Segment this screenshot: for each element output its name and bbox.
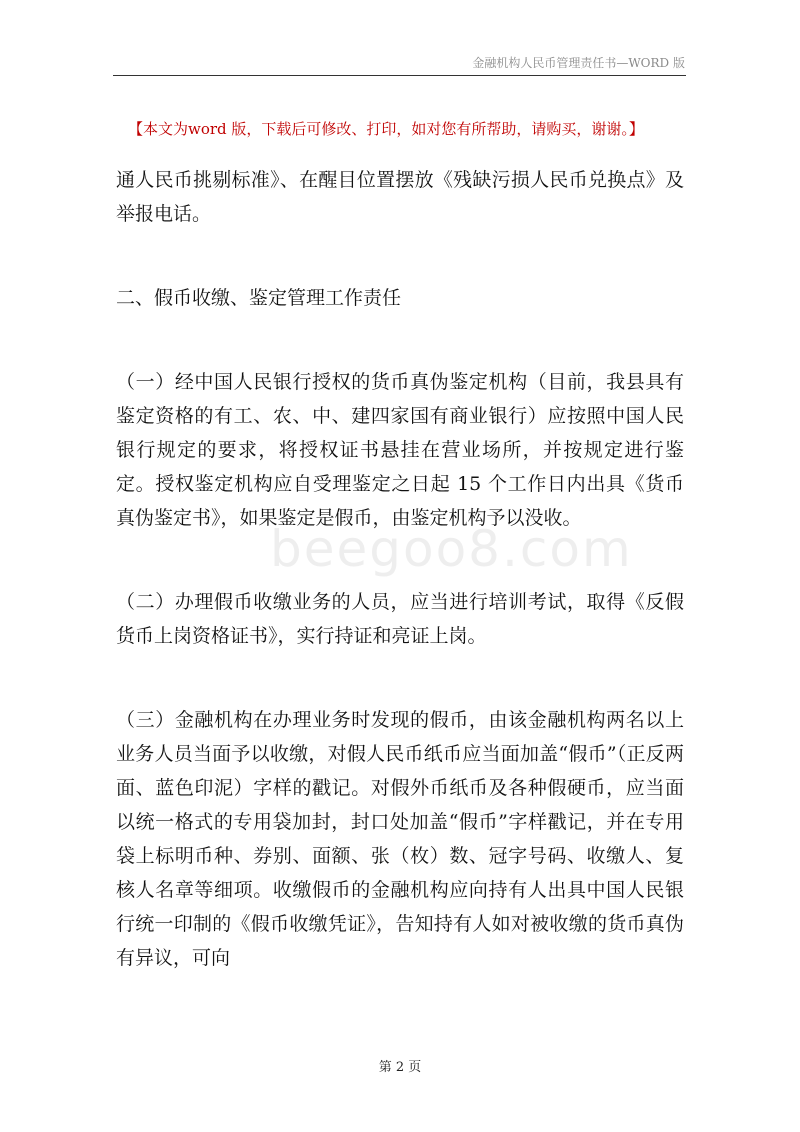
- header-divider: [113, 75, 686, 76]
- paragraph-gap: [116, 315, 684, 365]
- watermark: beegoo8.com: [270, 520, 633, 578]
- paragraph-gap: [116, 231, 684, 281]
- paragraph-item-1: （一）经中国人民银行授权的货币真伪鉴定机构（目前，我县具有鉴定资格的有工、农、中、建四家国有商业银行）应按照中国人民银行规定的要求，将授权证书悬挂在营业场所，并按规定进行鉴定。授权鉴定机构应自受理鉴定之日起 15 个工作日内出具《货币真伪鉴定书》，如果鉴定是假币，由鉴定机构予以没收。: [116, 371, 684, 529]
- paragraph-gap: [116, 653, 684, 703]
- paragraph-item-3: （三）金融机构在办理业务时发现的假币，由该金融机构两名以上业务人员当面予以收缴，对假人民币纸币应当面加盖“假币”（正反两面、蓝色印泥）字样的戳记。对假外币纸币及各种假硬币，应当面以统一格式的专用袋加封，封口处加盖“假币”字样戳记，并在专用袋上标明币种、券别、面额、张（枚）数、冠字号码、收缴人、复核人名章等细项。收缴假币的金融机构应向持有人出具中国人民银行统一印制的《假币收缴凭证》，告知持有人如对被收缴的货币真伪有异议，可向: [116, 709, 684, 969]
- page-header-title: 金融机构人民币管理责任书—WORD 版: [472, 56, 685, 70]
- download-notice: 【本文为word 版，下载后可修改、打印，如对您有所帮助，请购买，谢谢。】: [128, 120, 644, 138]
- section-heading: 二、假币收缴、鉴定管理工作责任: [116, 287, 402, 309]
- paragraph-item-2: （二）办理假币收缴业务的人员，应当进行培训考试，取得《反假货币上岗资格证书》，实行持证和亮证上岗。: [116, 591, 684, 647]
- page-number: 第 2 页: [378, 1060, 422, 1075]
- continuation-paragraph: 通人民币挑剔标准》、在醒目位置摆放《残缺污损人民币兑换点》及举报电话。: [116, 169, 684, 225]
